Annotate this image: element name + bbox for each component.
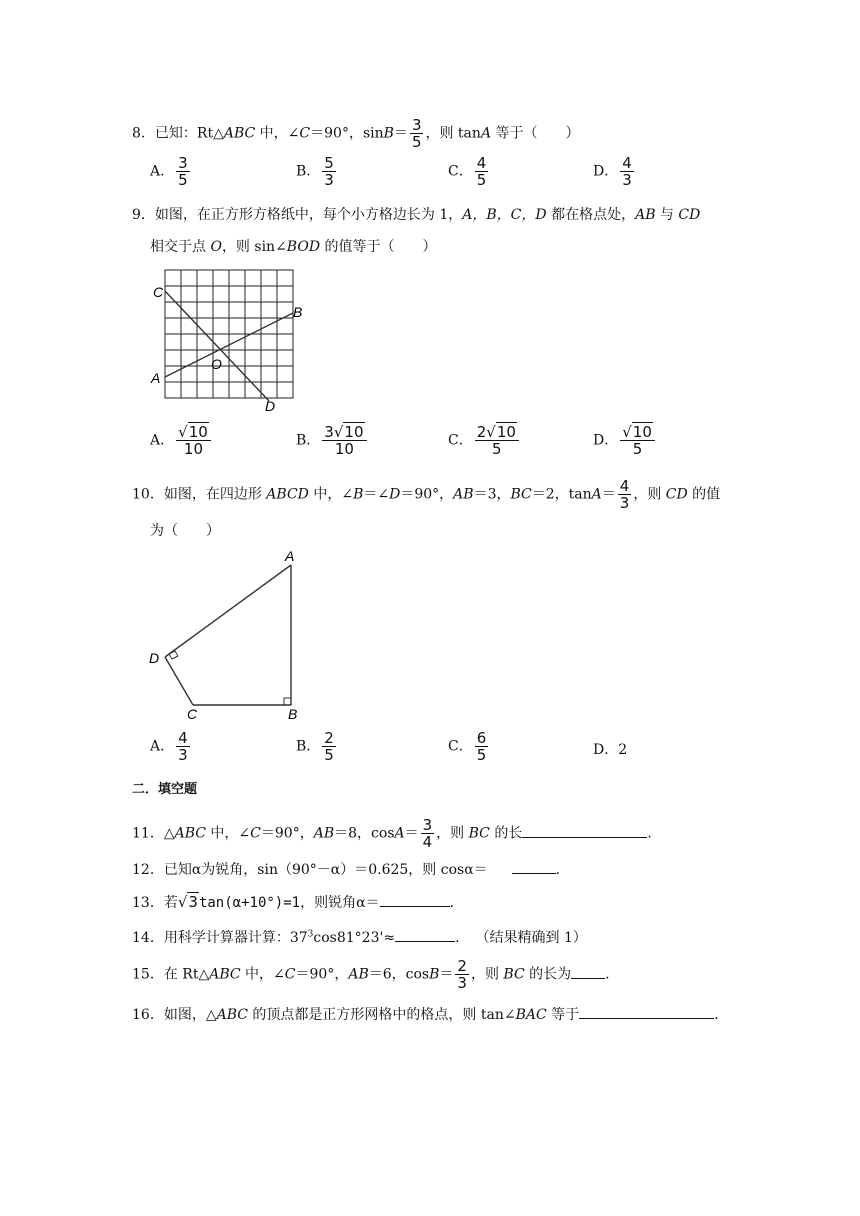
side-da bbox=[165, 565, 291, 657]
right-angle-b bbox=[284, 698, 291, 705]
label-o: O bbox=[211, 356, 222, 372]
q9-stem-line1: 9．如图，在正方形方格纸中，每个小方格边长为 1，A，B，C，D 都在格点处，AB 与 CD bbox=[132, 207, 701, 223]
q14: 14．用科学计算器计算：$37^3\cos 81^\circ 23'\approx$ . （结果精确到 1） bbox=[132, 927, 587, 947]
q9-option-a[interactable]: A． $\frac{√10}{10}$ bbox=[150, 424, 213, 457]
grid-lines bbox=[165, 270, 293, 398]
label-c: C bbox=[153, 284, 164, 300]
q10-option-c[interactable]: C． $\frac{6}{5}$ bbox=[448, 729, 487, 764]
q10-quadrilateral-figure bbox=[145, 545, 315, 725]
q16-answer-blank[interactable] bbox=[579, 1004, 714, 1019]
q10-option-a[interactable]: A． $\frac{4}{3}$ bbox=[150, 729, 188, 764]
q16: 16．如图，△ABC 的顶点都是正方形网格中的格点，则 tan∠BAC 等于 . bbox=[132, 1004, 719, 1024]
q9-grid-figure bbox=[145, 265, 315, 415]
side-cd bbox=[165, 657, 193, 705]
q8-option-a[interactable]: A． $\frac{3}{5}$ bbox=[150, 154, 188, 189]
q12: 12．已知α为锐角，sin（90°－α）＝0.625，则 cosα＝ . bbox=[132, 859, 560, 879]
q13: 13．若√3tan(α+10°)=1，则锐角α＝ . bbox=[132, 893, 455, 911]
q12-answer-blank[interactable] bbox=[512, 859, 556, 874]
q11: 11．△ABC 中，∠C＝90°，AB＝8，cosA＝ $\frac{3}{4}$ ，则 BC 的长 . bbox=[132, 816, 652, 851]
q10-option-b[interactable]: B． $\frac{2}{5}$ bbox=[296, 729, 334, 764]
label-d: D bbox=[265, 398, 276, 414]
q9-option-d[interactable]: D． $\frac{√10}{5}$ bbox=[593, 424, 657, 457]
label-b: B bbox=[293, 304, 303, 320]
q9-stem-line2: 相交于点 O，则 sin∠BOD 的值等于（ ） bbox=[150, 239, 437, 255]
q10-stem-line2: 为（ ） bbox=[150, 523, 220, 539]
label-a: A bbox=[151, 370, 161, 386]
q15: 15．在 Rt△ABC 中，∠C＝90°，AB＝6，cosB＝ $\frac{2}{3}$ ，则 BC 的长为 . bbox=[132, 957, 610, 992]
label-c: C bbox=[187, 706, 198, 722]
q8-fraction: $\frac{3}{5}$ bbox=[411, 116, 422, 151]
right-angle-d bbox=[169, 651, 178, 659]
q10-stem-line1: 10．如图，在四边形 ABCD 中，∠B＝∠D＝90°，AB＝3，BC＝2，tanA＝ $\frac{4}{3}$ ，则 CD 的值 bbox=[132, 477, 721, 512]
q9-option-b[interactable]: B． $\frac{3√10}{10}$ bbox=[296, 424, 369, 457]
label-d: D bbox=[149, 650, 160, 666]
q8-option-b[interactable]: B． $\frac{5}{3}$ bbox=[296, 154, 334, 189]
q9-option-c[interactable]: C． $\frac{2√10}{5}$ bbox=[448, 424, 521, 457]
q14-answer-blank[interactable] bbox=[395, 927, 455, 942]
q8-option-d[interactable]: D． $\frac{4}{3}$ bbox=[593, 154, 632, 189]
q8-stem: 8．已知：Rt△ABC 中，∠C＝90°，sinB＝ $\frac{3}{5}$ ，则 tanA 等于（ ） bbox=[132, 116, 580, 151]
label-b: B bbox=[288, 706, 298, 722]
q15-answer-blank[interactable] bbox=[571, 964, 605, 979]
q10-fraction: $\frac{4}{3}$ bbox=[619, 477, 630, 512]
q13-answer-blank[interactable] bbox=[380, 892, 450, 907]
section-title-fill-in: 二．填空题 bbox=[132, 782, 198, 797]
q11-answer-blank[interactable] bbox=[522, 823, 647, 838]
label-a: A bbox=[285, 548, 295, 564]
q10-option-d[interactable]: D．2 bbox=[593, 742, 628, 758]
q8-option-c[interactable]: C． $\frac{4}{5}$ bbox=[448, 154, 487, 189]
